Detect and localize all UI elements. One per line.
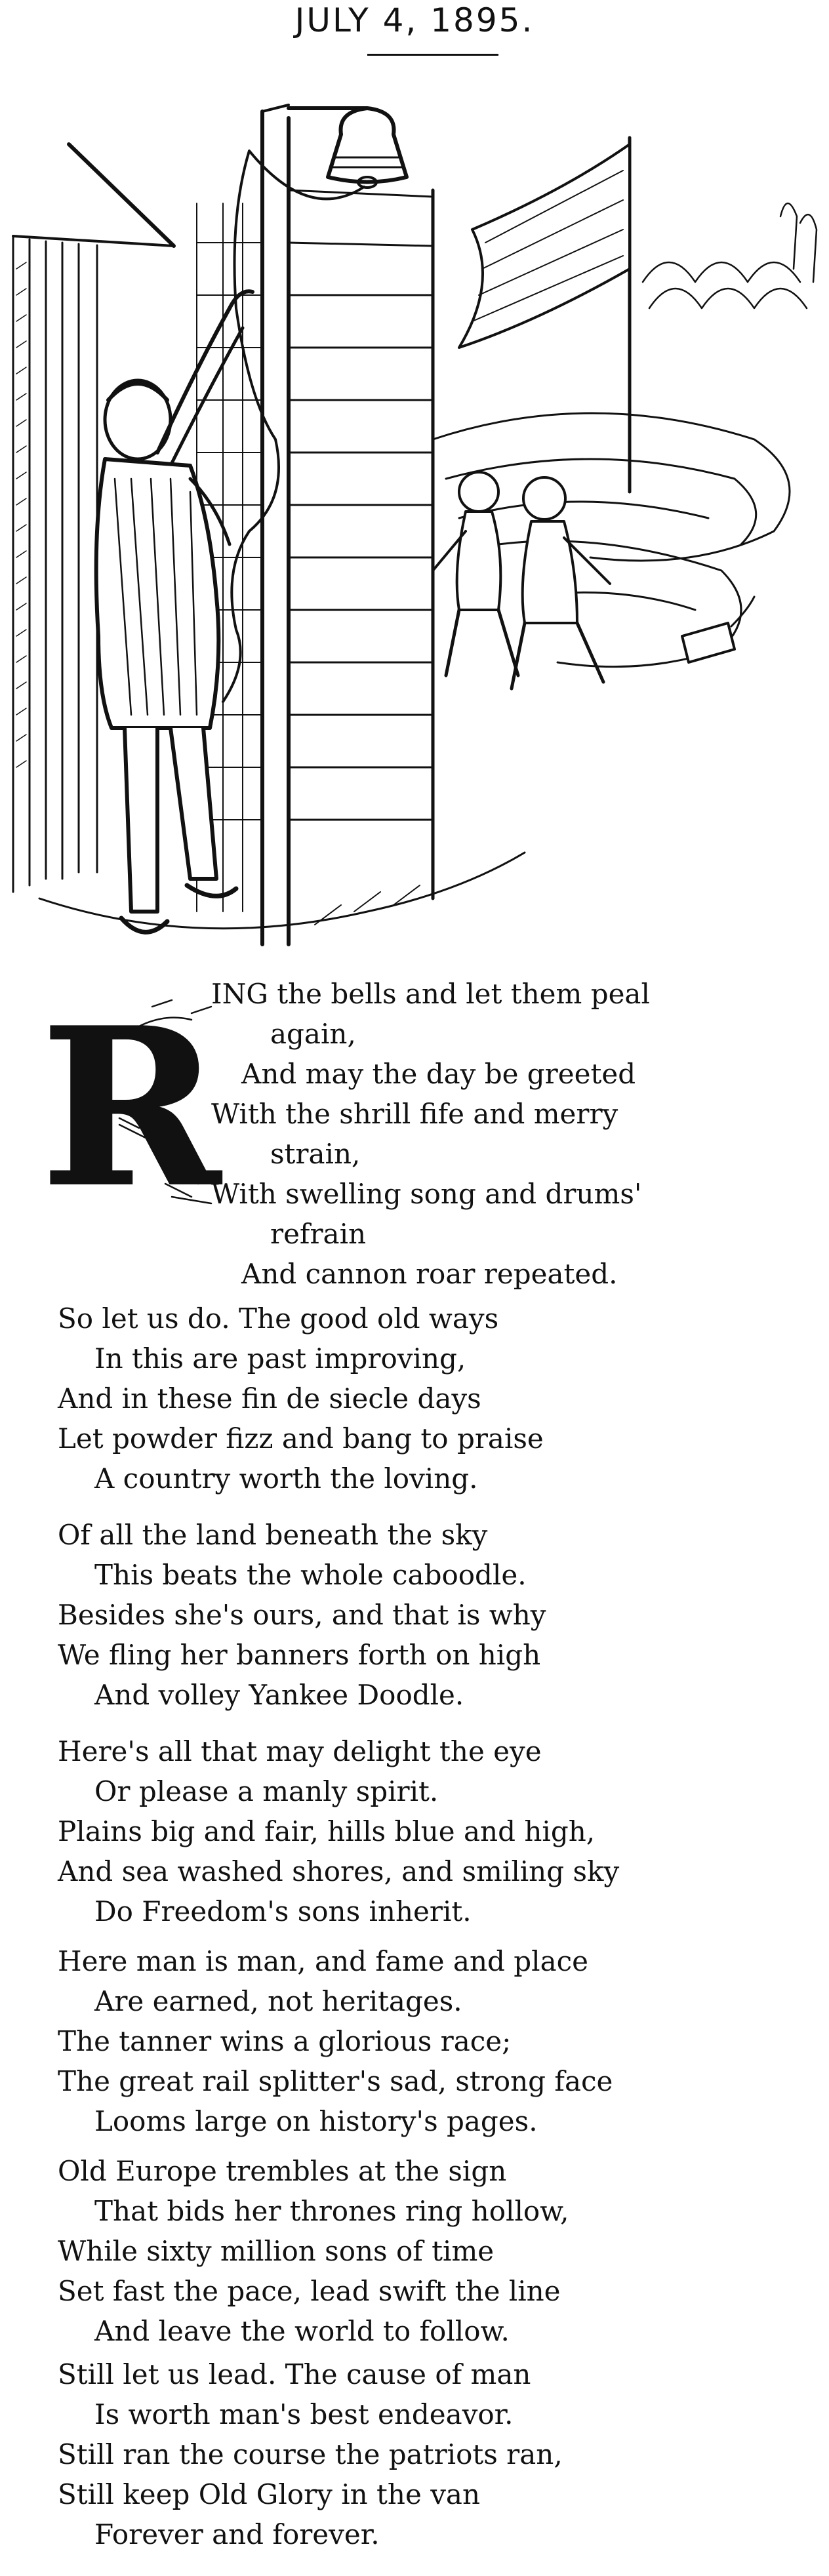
- stanza-3: [58, 1515, 546, 1715]
- poem-line: That bids her thrones ring hollow,: [94, 2195, 569, 2227]
- bell-ringer-illustration-icon: [0, 72, 829, 971]
- poem-line: And volley Yankee Doodle.: [94, 1679, 464, 1711]
- poem-line: ING the bells and let them peal: [211, 978, 650, 1010]
- stanza-7: [58, 2354, 563, 2554]
- stanza-4: [58, 1731, 619, 1931]
- poem-line: While sixty million sons of time: [58, 2235, 495, 2267]
- poem-line: A country worth the loving.: [94, 1462, 478, 1495]
- poem-line: refrain: [270, 1218, 367, 1250]
- dateline: JULY 4, 1895.: [294, 1, 535, 39]
- poem-line: Do Freedom's sons inherit.: [94, 1895, 472, 1927]
- poem-line: With swelling song and drums': [211, 1178, 642, 1210]
- poem-line: Plains big and fair, hills blue and high,: [58, 1815, 596, 1847]
- stanza-6: [58, 2151, 569, 2351]
- dateline-rule: [367, 54, 498, 56]
- drop-cap-letter: R: [41, 987, 221, 1223]
- poem-line: And may the day be greeted: [241, 1058, 636, 1090]
- poem-line: again,: [270, 1018, 356, 1050]
- poem-line: Still keep Old Glory in the van: [58, 2478, 481, 2510]
- drop-cap-r-icon: [41, 987, 237, 1223]
- poem-line: And cannon roar repeated.: [241, 1258, 618, 1290]
- poem-line: We fling her banners forth on high: [58, 1639, 541, 1671]
- poem-line: This beats the whole caboodle.: [94, 1559, 527, 1591]
- poem-line: And sea washed shores, and smiling sky: [58, 1855, 620, 1887]
- poem-line: In this are past improving,: [94, 1342, 466, 1375]
- poem-line: So let us do. The good old ways: [58, 1302, 499, 1335]
- stanza-5: [58, 1941, 613, 2141]
- poem-line: Is worth man's best endeavor.: [94, 2398, 514, 2430]
- poem-line: Looms large on history's pages.: [94, 2105, 538, 2137]
- poem-line: Set fast the pace, lead swift the line: [58, 2275, 561, 2307]
- poem-line: With the shrill fife and merry: [211, 1098, 618, 1130]
- poem-line: Here man is man, and fame and place: [58, 1945, 588, 1977]
- poem-line: Are earned, not heritages.: [94, 1985, 462, 2017]
- poem-line: Of all the land beneath the sky: [58, 1519, 488, 1551]
- poem-line: Here's all that may delight the eye: [58, 1735, 542, 1767]
- poem-line: Still ran the course the patriots ran,: [58, 2438, 563, 2470]
- poem-line: Forever and forever.: [94, 2518, 380, 2550]
- poem-line: And in these fin de siecle days: [58, 1382, 481, 1415]
- stanza-1: [211, 974, 650, 1294]
- stanza-2: [58, 1298, 544, 1499]
- poem-line: Or please a manly spirit.: [94, 1775, 439, 1807]
- poem-line: The tanner wins a glorious race;: [58, 2025, 512, 2057]
- poem-line: And leave the world to follow.: [94, 2315, 510, 2347]
- poem-line: Old Europe trembles at the sign: [58, 2155, 507, 2187]
- poem-line: Still let us lead. The cause of man: [58, 2358, 531, 2390]
- poem-line: The great rail splitter's sad, strong face: [58, 2065, 613, 2097]
- poem-line: Let powder fizz and bang to praise: [58, 1422, 544, 1455]
- poem-line: strain,: [270, 1138, 361, 1170]
- poem-line: Besides she's ours, and that is why: [58, 1599, 546, 1631]
